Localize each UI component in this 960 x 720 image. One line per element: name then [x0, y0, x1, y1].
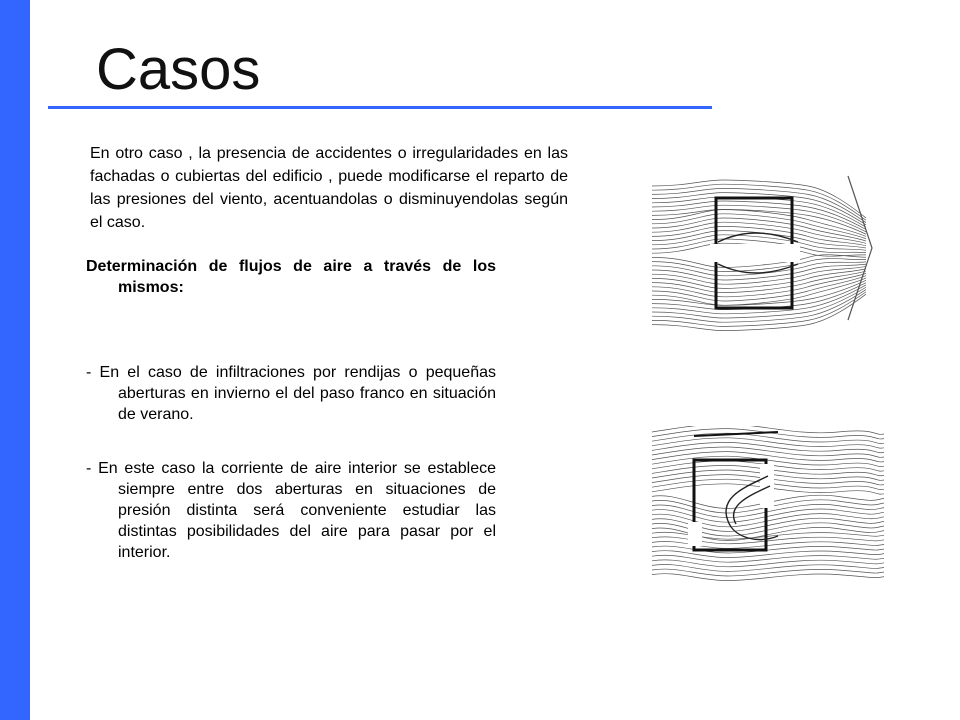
opening-gap-left [688, 522, 702, 546]
streamline [652, 560, 884, 567]
streamline [652, 509, 884, 522]
streamline [652, 569, 884, 576]
opening-gap-right [760, 464, 774, 508]
streamline [652, 541, 884, 548]
streamline [652, 283, 866, 310]
streamline [652, 514, 884, 527]
paragraph-interior-current: - En este caso la corriente de aire interior se establece siempre entre dos aberturas en situaciones de presión distinta será conveniente estudiar las distintas posibilidades del aire para pasar por el interior. [86, 460, 496, 561]
streamline [652, 564, 884, 571]
streamline [652, 287, 866, 318]
streamline [652, 518, 884, 531]
paragraph-infiltration: - En el caso de infiltraciones por rendijas o pequeñas aberturas en invierno el del paso franco en situación de verano. [86, 364, 496, 423]
streamline [652, 551, 884, 558]
airflow-diagram-through-openings [648, 172, 878, 342]
streamline [652, 537, 884, 544]
streamline [652, 546, 884, 553]
streamline [652, 555, 884, 562]
streamline [652, 280, 866, 305]
left-accent-bar [0, 0, 30, 720]
intro-paragraph: En otro caso , la presencia de accidentes o irregularidades en las fachadas o cubiertas del edificio , puede modificarse el reparto de las presiones del viento, acentuandolas o disminuyendolas según el caso. [90, 145, 568, 231]
streamline [652, 532, 884, 539]
streamline [652, 205, 866, 232]
slide-title: Casos [96, 37, 261, 102]
title-underline [48, 106, 712, 109]
streamline [652, 201, 866, 230]
opening-gap [710, 244, 800, 262]
section-heading: Determinación de flujos de aire a través de los mismos: [86, 258, 496, 296]
airflow-diagram-offset-openings [648, 426, 888, 586]
streamline [652, 574, 884, 581]
